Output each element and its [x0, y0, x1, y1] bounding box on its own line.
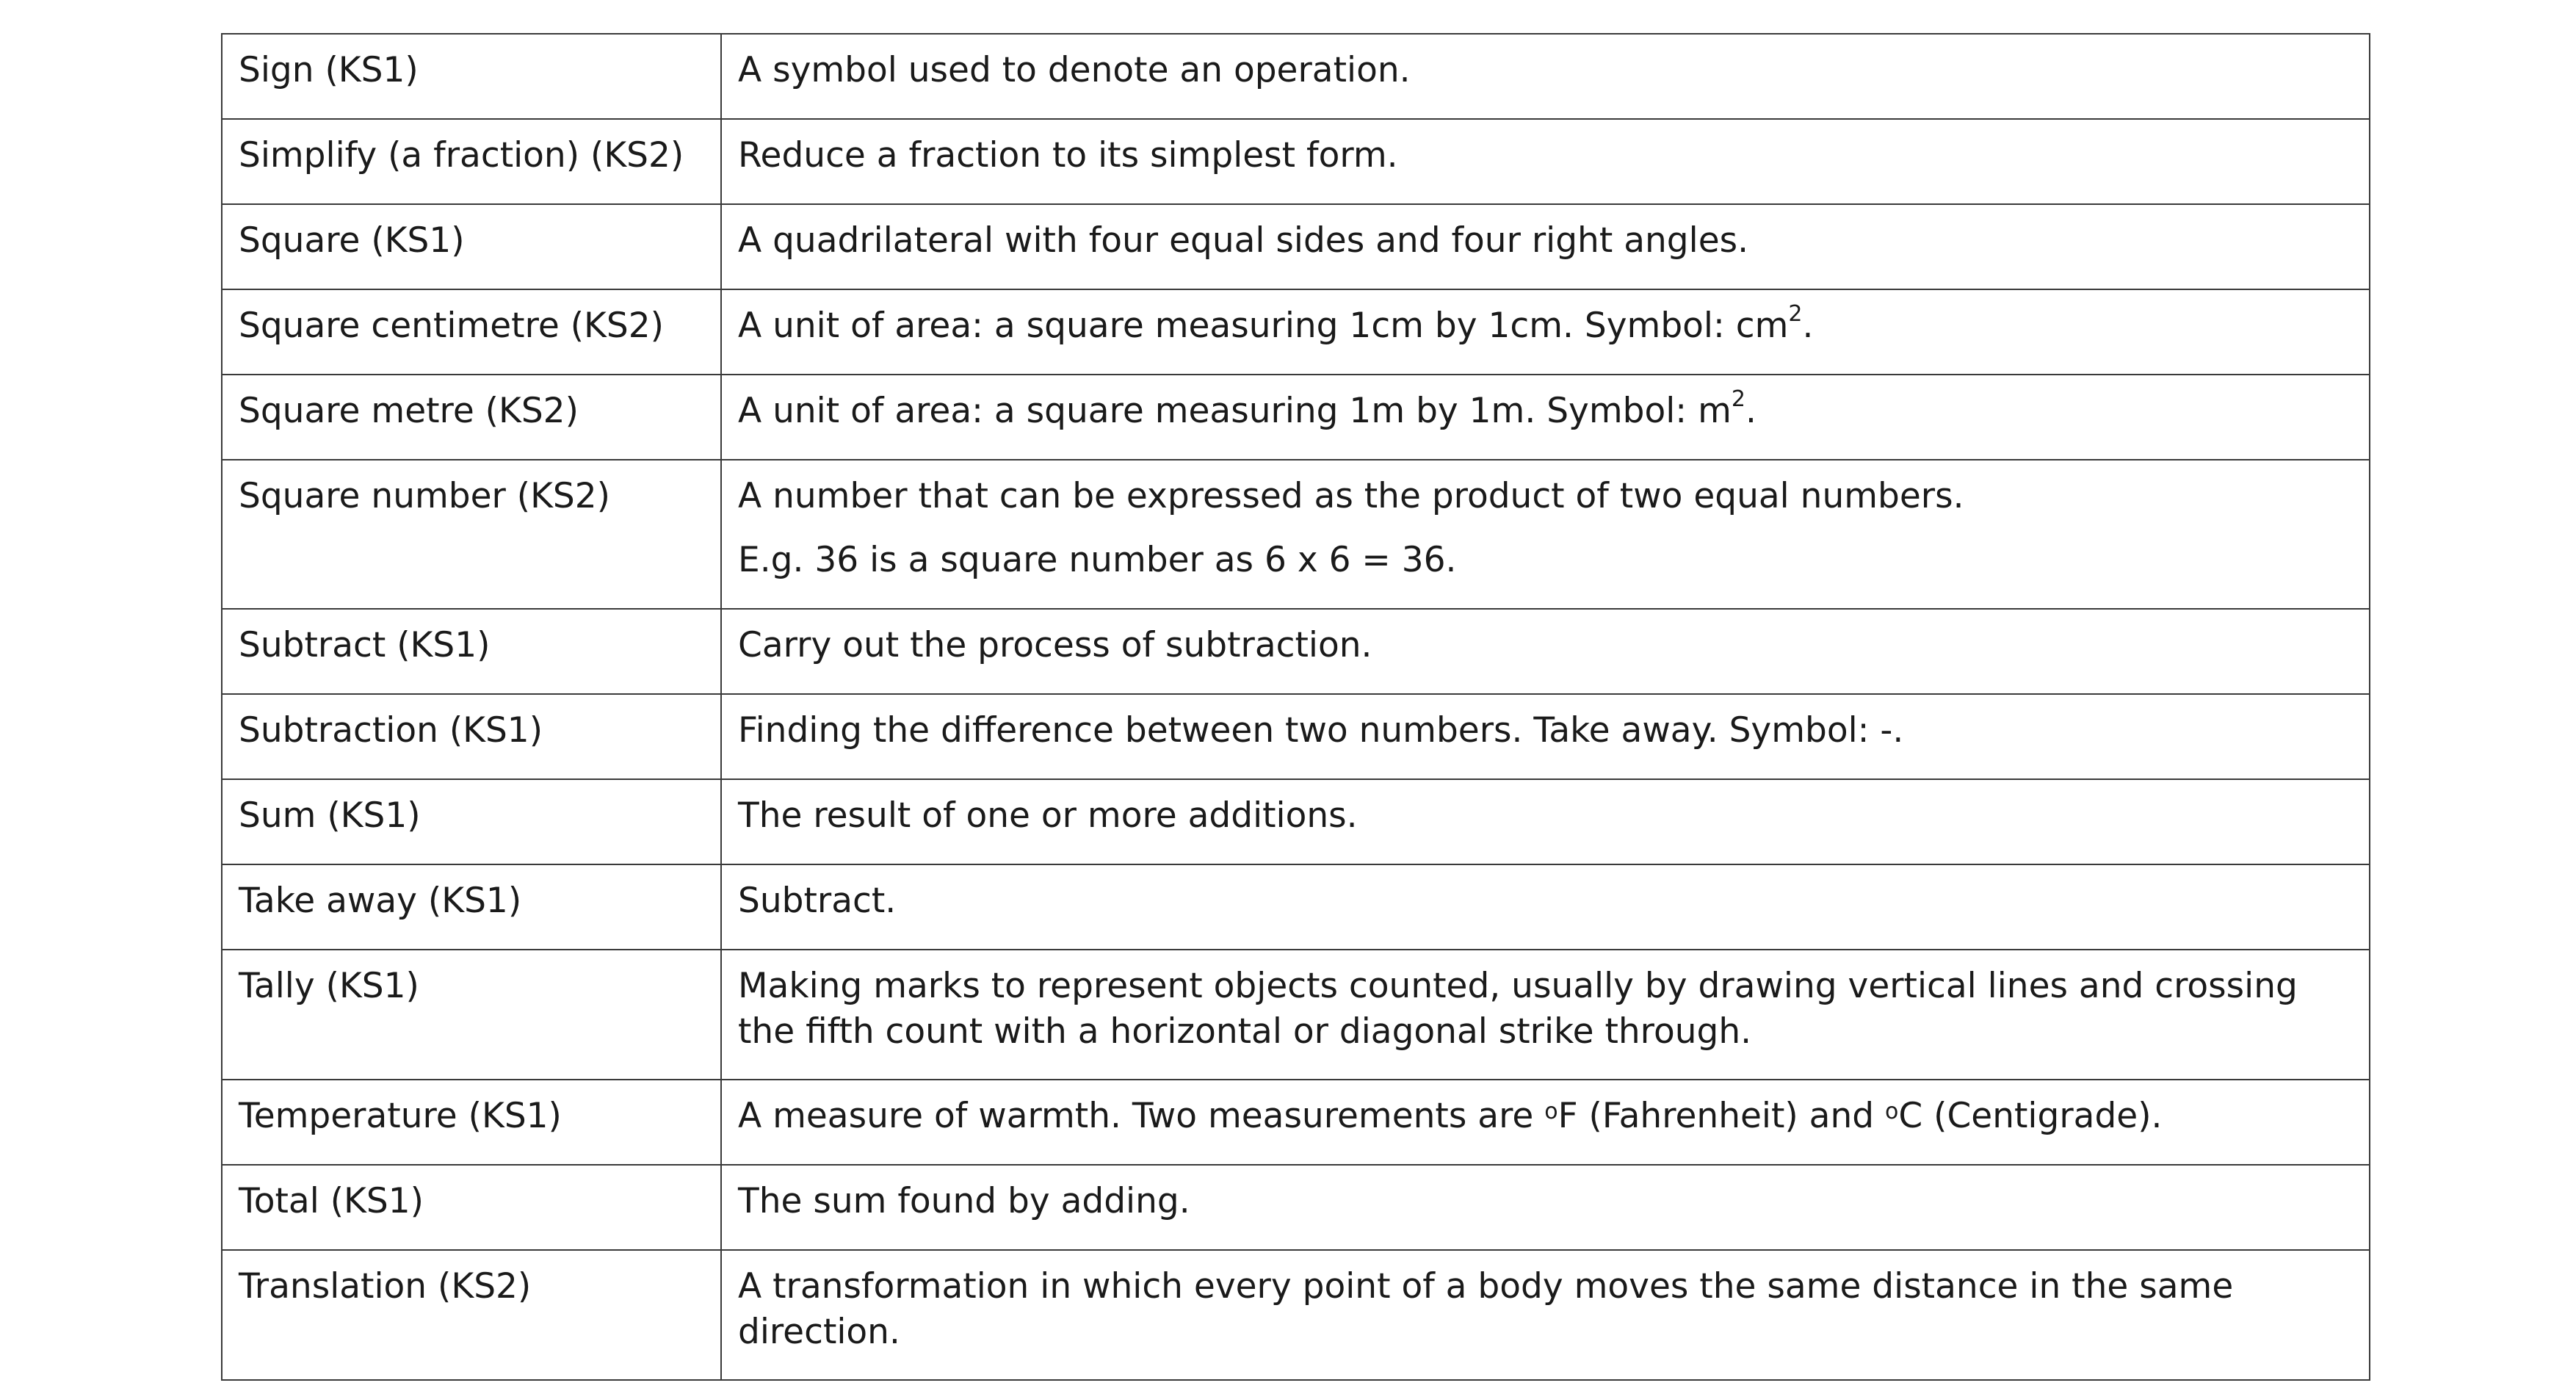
term-cell: Simplify (a fraction) (KS2)	[222, 119, 721, 204]
term-cell: Square (KS1)	[222, 204, 721, 289]
definition-cell: A quadrilateral with four equal sides and four right angles.	[721, 204, 2370, 289]
table-row	[222, 864, 2370, 950]
table-row	[222, 119, 2370, 204]
definition-cell	[721, 289, 2370, 375]
table-row	[222, 1080, 2370, 1165]
table-row	[222, 204, 2370, 289]
definition-cell: The sum found by adding.	[721, 1165, 2370, 1250]
definition-cell: Finding the difference between two numbers. Take away. Symbol: -.	[721, 694, 2370, 779]
term-cell: Temperature (KS1)	[222, 1080, 721, 1165]
definition-cell	[721, 1080, 2370, 1165]
table-row	[222, 34, 2370, 119]
definition-text: .	[1745, 391, 1756, 431]
definition-cell: A symbol used to denote an operation.	[721, 34, 2370, 119]
superscript: 2	[1788, 301, 1803, 327]
definition-text: A unit of area: a square measuring 1cm by 1cm. Symbol: cm	[738, 306, 1789, 346]
table-row	[222, 609, 2370, 694]
term-cell: Translation (KS2)	[222, 1250, 721, 1380]
degree-symbol: o	[1544, 1099, 1558, 1124]
term-cell: Take away (KS1)	[222, 864, 721, 950]
definition-text: A measure of warmth. Two measurements are	[738, 1096, 1545, 1136]
term-cell: Subtract (KS1)	[222, 609, 721, 694]
table-row	[222, 375, 2370, 460]
term-cell: Subtraction (KS1)	[222, 694, 721, 779]
term-cell: Sign (KS1)	[222, 34, 721, 119]
term-cell: Square centimetre (KS2)	[222, 289, 721, 375]
definition-cell: Carry out the process of subtraction.	[721, 609, 2370, 694]
definition-cell: Reduce a fraction to its simplest form.	[721, 119, 2370, 204]
definition-cell: Making marks to represent objects counted, usually by drawing vertical lines and crossing the fifth count with a horizontal or diagonal strike through.	[721, 950, 2370, 1080]
superscript: 2	[1731, 386, 1745, 412]
table-row	[222, 779, 2370, 864]
term-cell: Square metre (KS2)	[222, 375, 721, 460]
table-row	[222, 950, 2370, 1080]
definition-line: A number that can be expressed as the product of two equal numbers.	[738, 476, 1964, 516]
term-cell: Total (KS1)	[222, 1165, 721, 1250]
definition-text: F (Fahrenheit) and	[1557, 1096, 1886, 1136]
definition-cell	[721, 375, 2370, 460]
glossary-table	[221, 33, 2370, 1381]
term-cell: Tally (KS1)	[222, 950, 721, 1080]
definition-text: A unit of area: a square measuring 1m by 1m. Symbol: m	[738, 391, 1732, 431]
degree-symbol: o	[1885, 1099, 1899, 1124]
definition-cell	[721, 460, 2370, 609]
table-row	[222, 289, 2370, 375]
definition-text: C (Centigrade).	[1898, 1096, 2163, 1136]
term-cell: Square number (KS2)	[222, 460, 721, 609]
definition-cell: Subtract.	[721, 864, 2370, 950]
table-row	[222, 460, 2370, 609]
table-row	[222, 1250, 2370, 1380]
definition-cell: The result of one or more additions.	[721, 779, 2370, 864]
definition-text: .	[1802, 306, 1814, 346]
table-row	[222, 1165, 2370, 1250]
definition-cell: A transformation in which every point of a body moves the same distance in the same direction.	[721, 1250, 2370, 1380]
table-row	[222, 694, 2370, 779]
term-cell: Sum (KS1)	[222, 779, 721, 864]
definition-example: E.g. 36 is a square number as 6 x 6 = 36.	[738, 540, 1457, 580]
